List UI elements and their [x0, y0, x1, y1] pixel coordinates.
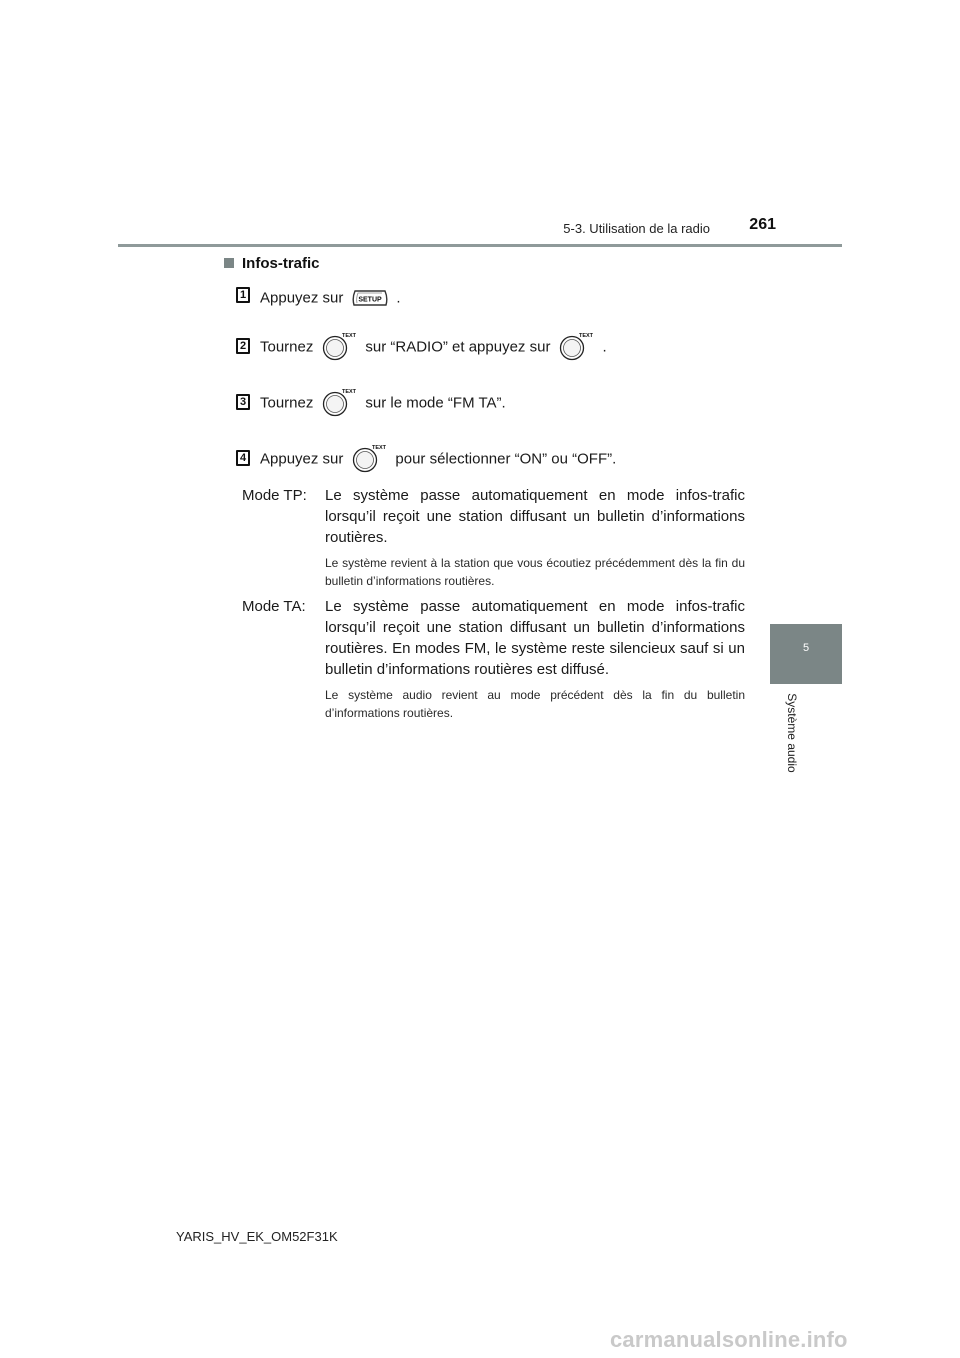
svg-text:TEXT: TEXT	[342, 333, 357, 339]
header-divider	[118, 244, 842, 247]
step-2-text-mid: sur “RADIO” et appuyez sur	[365, 338, 551, 356]
step-number-1: 1	[236, 287, 250, 303]
svg-text:TEXT: TEXT	[579, 333, 594, 339]
watermark: carmanualsonline.info	[610, 1327, 848, 1352]
mode-ta-note: Le système audio revient au mode précédent dès la fin du bulletin d’informations routières.	[325, 688, 745, 720]
mode-ta-description: Le système passe automatiquement en mode infos-trafic lorsqu’il reçoit une station diffusant un bulletin d’informations routières. En modes FM, le système reste silencieux sauf si un bulletin d’informations routières est diffusé.	[325, 598, 745, 678]
chapter-number: 5	[802, 642, 810, 654]
section-title: 5-3. Utilisation de la radio	[563, 221, 710, 236]
mode-tp-label: Mode TP:	[242, 487, 307, 504]
svg-text:TEXT: TEXT	[372, 445, 387, 451]
step-4-text-after: pour sélectionner “ON” ou “OFF”.	[395, 450, 617, 468]
step-2-text-after: .	[602, 338, 607, 356]
step-1-text-after: .	[396, 289, 401, 307]
document-code: YARIS_HV_EK_OM52F31K	[176, 1229, 338, 1244]
subsection-heading	[224, 255, 320, 272]
step-4-line	[260, 444, 616, 474]
rotary-knob-icon	[352, 444, 386, 474]
step-3-text-before: Tournez	[260, 394, 314, 412]
mode-tp-note: Le système revient à la station que vous écoutiez précédemment dès la fin du bulletin d’informations routières.	[325, 556, 745, 588]
rotary-knob-icon	[559, 332, 593, 362]
page-number: 261	[749, 216, 776, 233]
step-number-3: 3	[236, 394, 250, 410]
chapter-title: Système audio	[785, 693, 799, 773]
step-4-text-before: Appuyez sur	[260, 450, 344, 468]
rotary-knob-icon	[322, 332, 356, 362]
chapter-tab	[770, 624, 842, 684]
setup-button-icon	[351, 288, 389, 308]
svg-text:TEXT: TEXT	[342, 389, 357, 395]
mode-ta-label: Mode TA:	[242, 598, 306, 615]
rotary-knob-icon	[322, 388, 356, 418]
step-2-text-before: Tournez	[260, 338, 314, 356]
step-number-2: 2	[236, 338, 250, 354]
setup-button-label: SETUP	[358, 296, 383, 304]
square-bullet-icon	[224, 258, 234, 268]
step-3-text-after: sur le mode “FM TA”.	[365, 394, 506, 412]
step-number-4: 4	[236, 450, 250, 466]
step-2-line	[260, 332, 607, 362]
subsection-heading-text: Infos-trafic	[242, 255, 320, 272]
step-3-line	[260, 388, 506, 418]
step-1-text-before: Appuyez sur	[260, 289, 344, 307]
step-1-line	[260, 288, 401, 308]
mode-tp-description: Le système passe automatiquement en mode infos-trafic lorsqu’il reçoit une station diffusant un bulletin d’informations routières.	[325, 487, 745, 546]
